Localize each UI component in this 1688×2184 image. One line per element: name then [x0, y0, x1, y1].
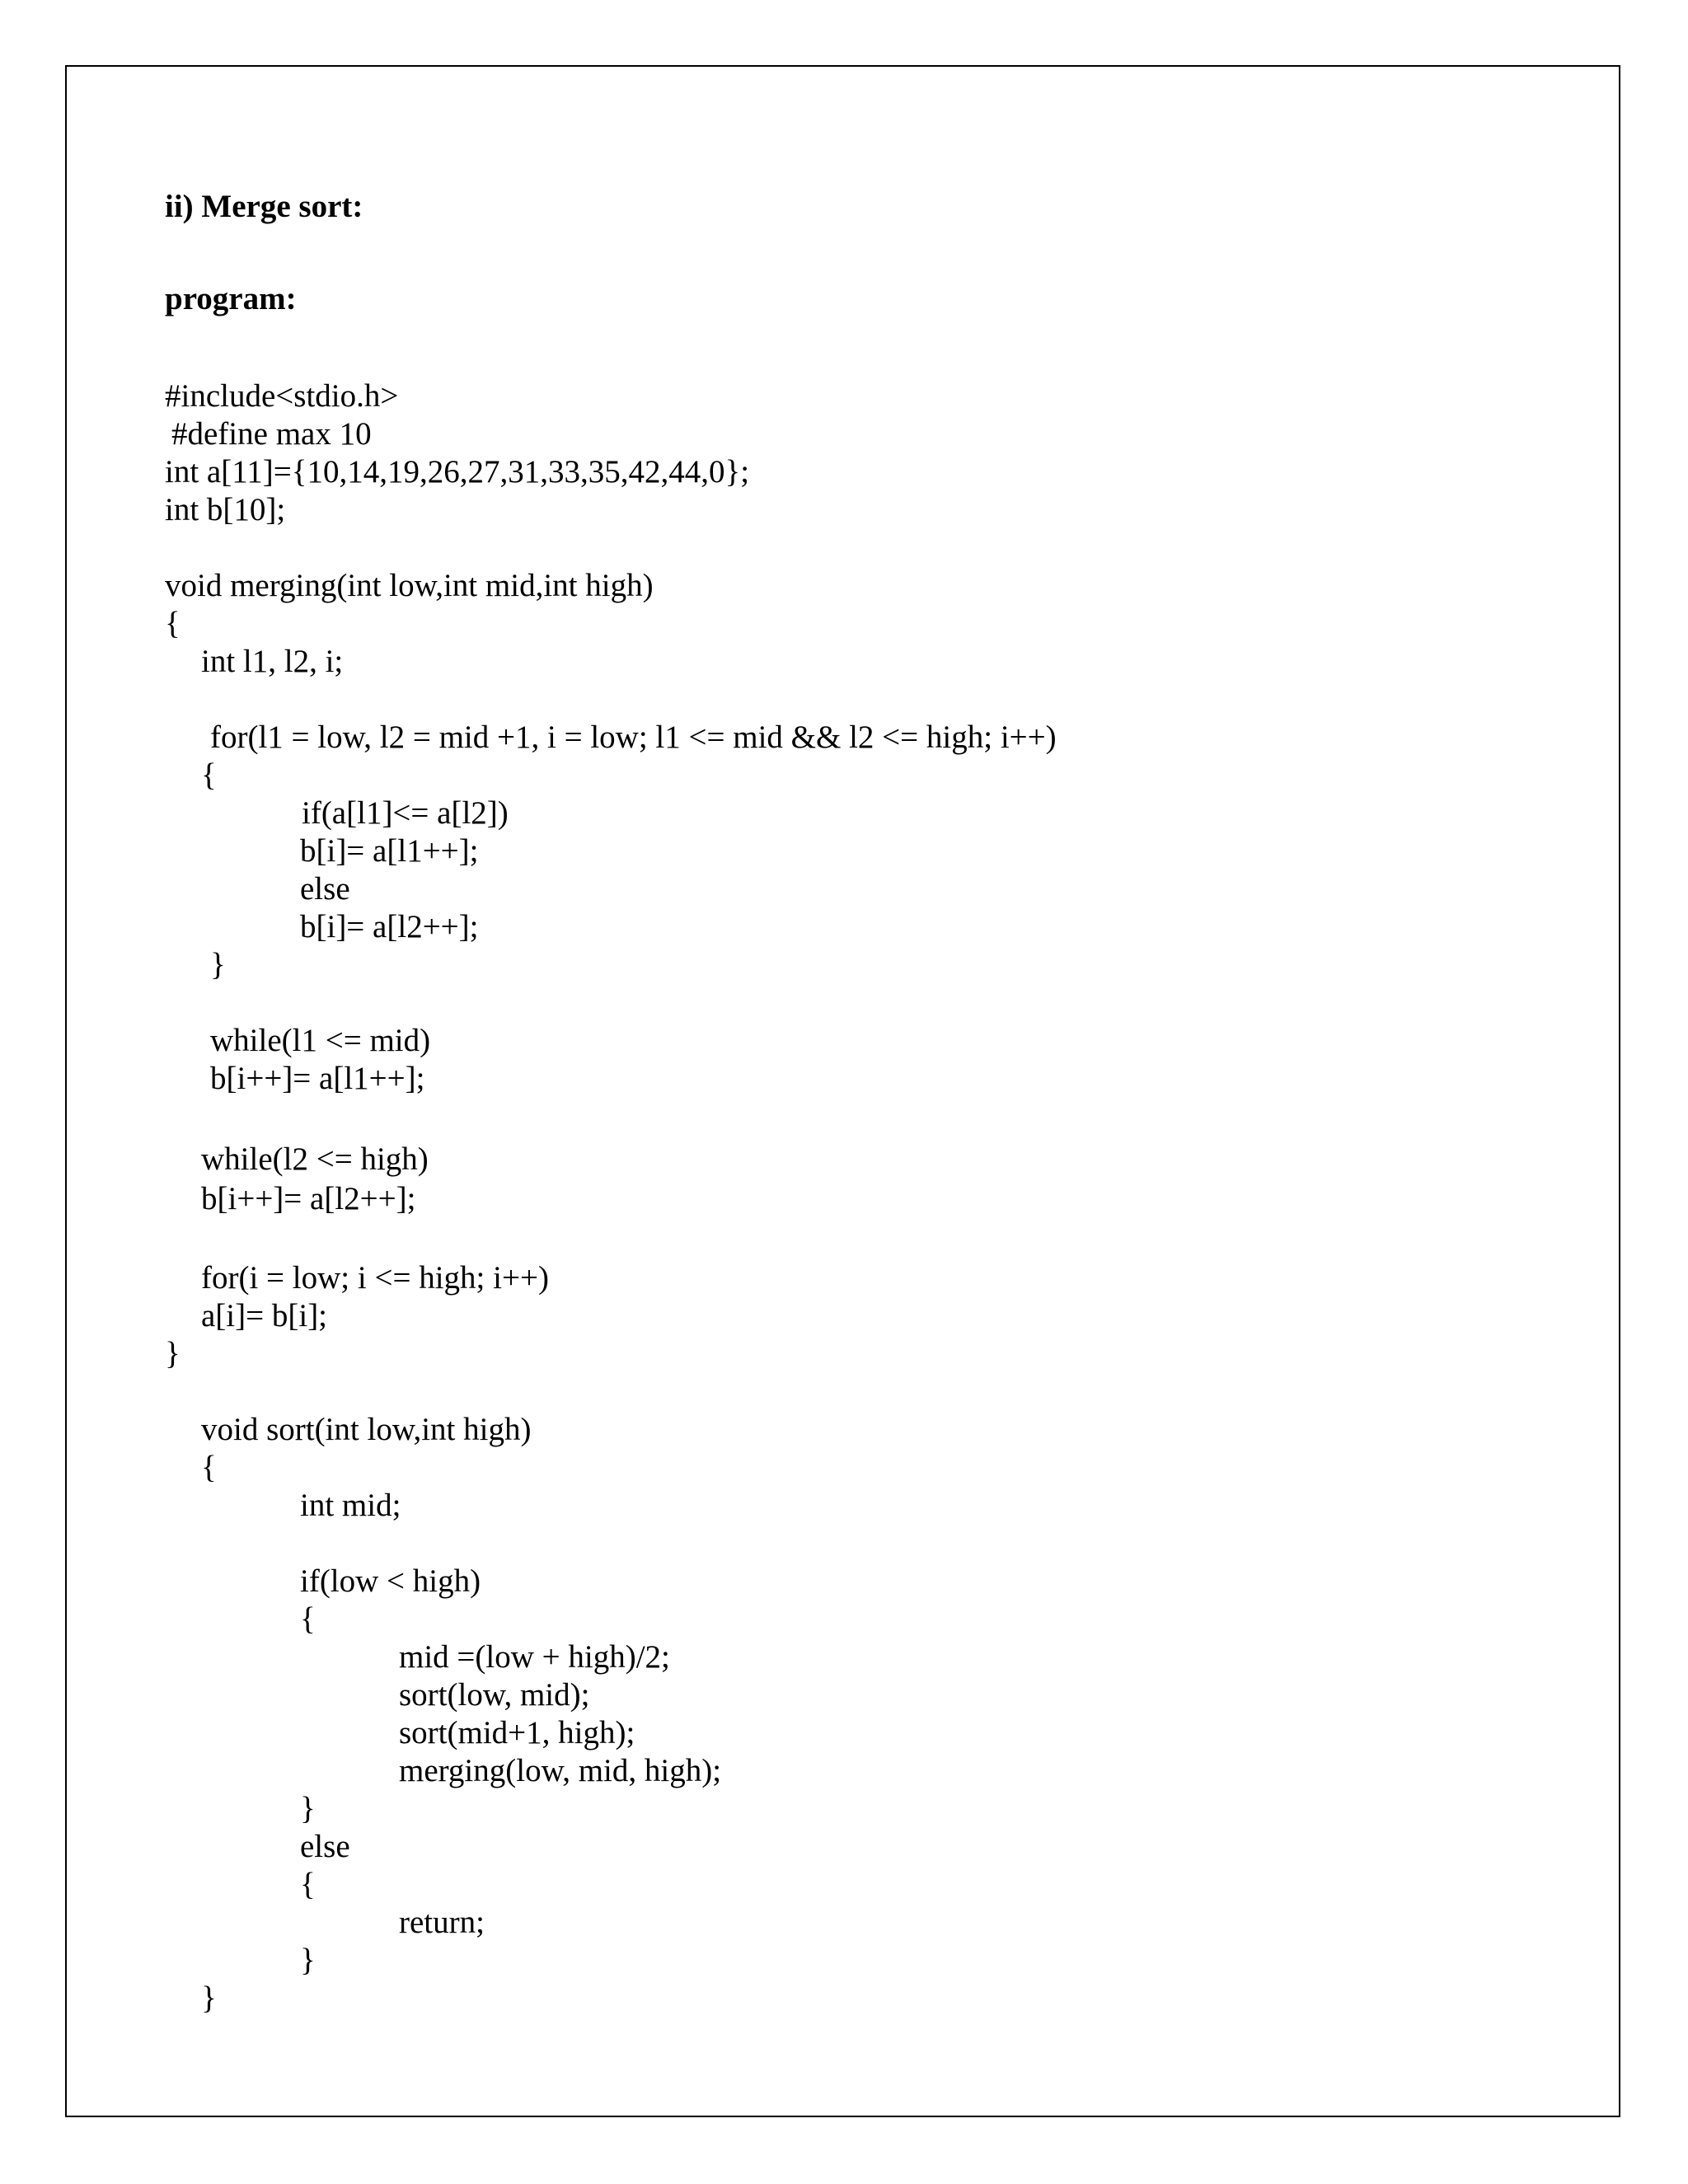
code-line: int l1, l2, i;	[201, 644, 344, 679]
code-line: for(i = low; i <= high; i++)	[201, 1260, 549, 1296]
code-line: while(l2 <= high)	[201, 1141, 429, 1177]
code-line: sort(low, mid);	[399, 1677, 590, 1713]
code-line: b[i]= a[l1++];	[300, 833, 479, 869]
code-line: b[i++]= a[l1++];	[210, 1061, 425, 1096]
code-line: void sort(int low,int high)	[201, 1412, 532, 1447]
code-line: if(low < high)	[300, 1563, 481, 1599]
code-line: if(a[l1]<= a[l2])	[302, 795, 509, 831]
code-line: }	[201, 1980, 217, 2016]
program-label: program:	[165, 281, 297, 316]
code-line: int a[11]={10,14,19,26,27,31,33,35,42,44,0};	[165, 454, 750, 490]
code-line: b[i]= a[l2++];	[300, 909, 479, 944]
code-line: int mid;	[300, 1488, 401, 1523]
code-line: void merging(int low,int mid,int high)	[165, 568, 654, 603]
code-line: sort(mid+1, high);	[399, 1715, 635, 1750]
section-title: ii) Merge sort:	[165, 189, 363, 224]
code-line: while(l1 <= mid)	[210, 1023, 431, 1058]
code-line: return;	[399, 1905, 485, 1940]
code-line: {	[201, 757, 217, 793]
code-line: {	[201, 1450, 217, 1485]
code-line: {	[165, 606, 181, 641]
code-line: a[i]= b[i];	[201, 1298, 328, 1333]
code-line: {	[300, 1601, 316, 1637]
code-line: }	[210, 947, 226, 982]
code-line: #define max 10	[171, 416, 372, 452]
code-line: }	[300, 1791, 316, 1826]
code-line: b[i++]= a[l2++];	[201, 1181, 416, 1216]
code-line: }	[300, 1943, 316, 1978]
code-line: }	[165, 1336, 181, 1371]
code-line: else	[300, 1829, 350, 1864]
code-line: for(l1 = low, l2 = mid +1, i = low; l1 <= mid && l2 <= high; i++)	[210, 719, 1057, 755]
code-line: else	[300, 871, 350, 907]
code-line: merging(low, mid, high);	[399, 1753, 722, 1788]
code-line: mid =(low + high)/2;	[399, 1639, 670, 1675]
code-line: {	[300, 1867, 316, 1902]
code-line: #include<stdio.h>	[165, 378, 399, 414]
code-line: int b[10];	[165, 492, 286, 527]
